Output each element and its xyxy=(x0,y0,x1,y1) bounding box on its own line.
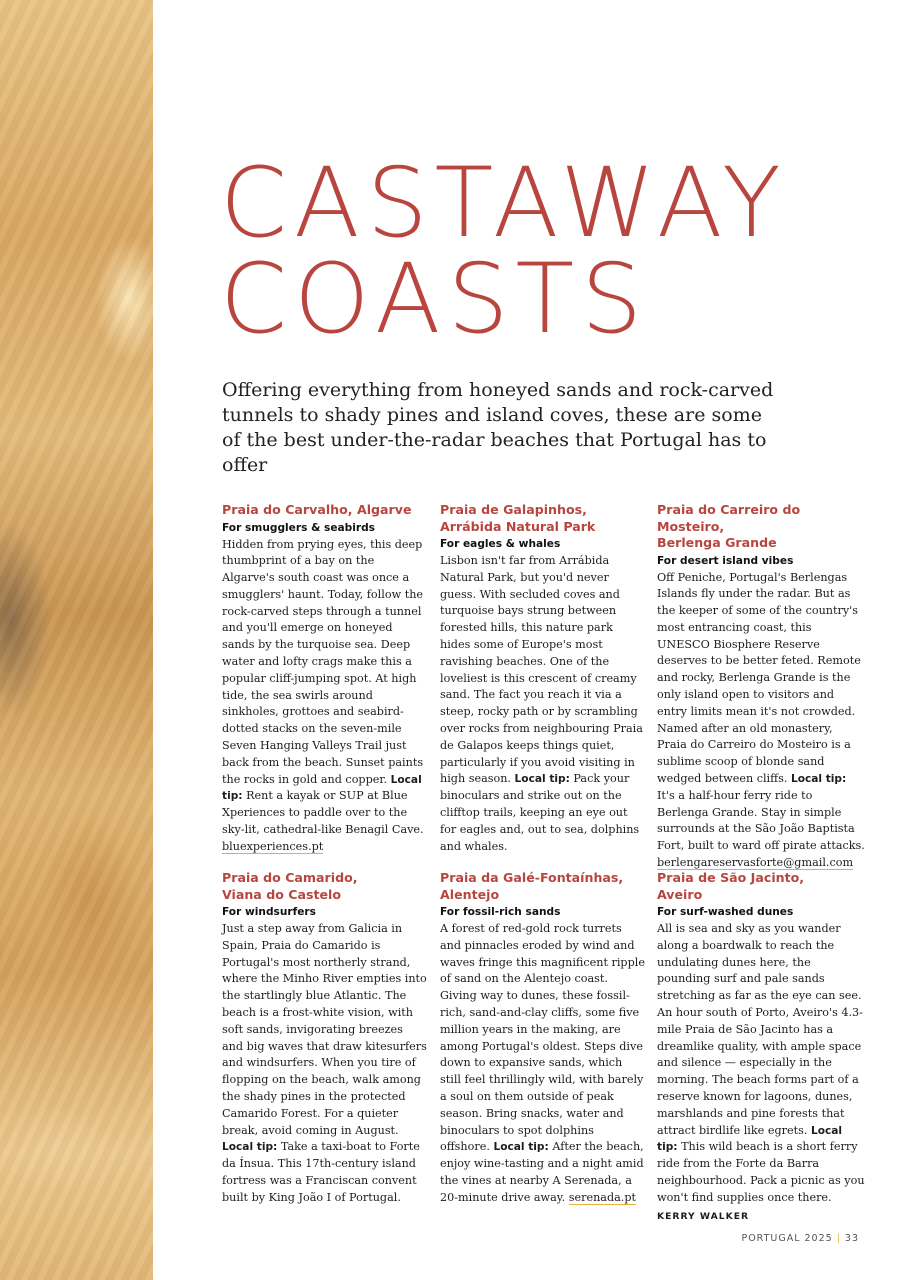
entry-body-text: Off Peniche, Portugal's Berlengas Islands fly under the radar. But as the keeper of some of the country's most entrancing coast, this UNESCO Biosphere Reserve deserves to be better feted. Remote and rocky, Berlenga Grande is the only island open to visitors and entry limits mean it's not crowded. Named after an old monastery, Praia do Carreiro do Mosteiro is a sublime scoop of blonde sand wedged between cliffs. xyxy=(657,570,861,786)
entry-heading-line: Arrábida Natural Park xyxy=(440,518,596,534)
author-byline: KERRY WALKER xyxy=(657,1210,750,1222)
entry-heading-line: Praia de Galapinhos, xyxy=(440,502,587,517)
local-tip-label: Local tip: xyxy=(790,773,847,786)
coastal-cliff-photo xyxy=(0,0,153,1280)
entry-praia-do-camarido xyxy=(222,870,427,1207)
entry-subheading: For smugglers & seabirds xyxy=(222,521,375,534)
entry-subheading: For surf-washed dunes xyxy=(657,906,794,918)
title-line-1: CASTAWAY xyxy=(220,147,788,259)
entry-body xyxy=(222,537,427,856)
page-title xyxy=(220,147,788,355)
entry-subheading: For windsurfers xyxy=(222,906,316,918)
entry-body xyxy=(440,553,645,855)
entry-body-text: All is sea and sky as you wander along a boardwalk to reach the undulating dunes here, the pounding surf and pale sands stretching as far as the eye can see. An hour south of Porto, Aveiro's 4.3-mile Praia de São Jacinto has a dreamlike quality, with ample space and silence — especially in the morning. The beach forms part of a reserve known for lagoons, dunes, marshlands and pine forests that attract birdlife like egrets. xyxy=(657,922,863,1137)
entry-praia-do-carreiro-do-mosteiro xyxy=(657,502,865,872)
entry-email-link[interactable]: berlengareservasforte@gmail.com xyxy=(657,856,854,870)
entry-heading-line: Praia do Camarido, xyxy=(222,870,358,885)
local-tip-text: Pack your binoculars and strike out on the clifftop trails, keeping an eye out for eagles and, out to sea, dolphins and whales. xyxy=(440,772,640,853)
entry-subheading: For fossil-rich sands xyxy=(440,906,561,918)
local-tip-label: Local tip: xyxy=(657,1124,843,1154)
title-line-2: COASTS xyxy=(220,243,650,355)
entry-heading xyxy=(440,870,645,903)
entry-body-text: A forest of red-gold rock turrets and pinnacles eroded by wind and waves fringe this magnificent ripple of sand on the Alentejo coast. Giving way to dunes, these fossil-rich, sand-and-clay cliffs, some five million years in the making, are among Portugal's oldest. Steps dive down to expansive sands, which still feel thrillingly wild, with barely a soul on them outside of peak season. Bring snacks, water and binoculars to spot dolphins offshore. xyxy=(440,922,645,1154)
local-tip-label: Local tip: xyxy=(514,773,570,786)
entry-heading-line: Aveiro xyxy=(657,886,703,902)
entry-praia-de-sao-jacinto xyxy=(657,870,865,1225)
entry-subheading: For eagles & whales xyxy=(440,538,561,550)
entry-heading-line: Praia do Carvalho, Algarve xyxy=(222,502,412,517)
entry-link[interactable]: bluexperiences.pt xyxy=(222,839,324,853)
intro-standfirst: Offering everything from honeyed sands and rock-carved tunnels to shady pines and island coves, these are some of the best under-the-radar beaches that Portugal has to offer xyxy=(222,379,774,476)
entry-heading-line: Viana do Castelo xyxy=(222,886,342,902)
entry-heading xyxy=(657,870,865,903)
entry-heading-line: Alentejo xyxy=(440,886,500,902)
entry-heading-line: Praia do Carreiro do Mosteiro, xyxy=(657,502,801,534)
page-folio xyxy=(741,1233,859,1244)
entry-link[interactable]: serenada.pt xyxy=(568,1190,637,1204)
entry-heading-line: Praia de São Jacinto, xyxy=(657,870,805,885)
entry-body-text: Lisbon isn't far from Arrábida Natural Park, but you'd never guess. With secluded coves and turquoise bays strung between forested hills, this nature park hides some of Europe's most ravishing beaches. One of the loveliest is this crescent of creamy sand. The fact you reach it via a steep, rocky path or by scrambling over rocks from neighbouring Praia de Galapos keeps things quiet, particularly if you avoid visiting in high season. xyxy=(440,554,643,786)
local-tip-text: Take a taxi-boat to Forte da Ínsua. This 17th-century island fortress was a Franciscan convent built by King João I of Portugal. xyxy=(222,1140,420,1204)
entry-heading xyxy=(657,502,865,552)
entry-praia-do-carvalho xyxy=(222,502,427,856)
page-number: 33 xyxy=(844,1233,859,1244)
entry-body-text: Just a step away from Galicia in Spain, Praia do Camarido is Portugal's most northerly strand, where the Minho River empties into the startlingly blue Atlantic. The beach is a frost-white vision, with soft sands, invigorating breezes and big waves that draw kitesurfers and windsurfers. When you tire of flopping on the beach, walk among the shady pines in the protected Camarido Forest. For a quieter break, avoid coming in August. xyxy=(222,922,427,1137)
entry-heading xyxy=(222,502,427,519)
local-tip-label: Local tip: xyxy=(222,1141,278,1154)
entry-body xyxy=(657,570,865,872)
entry-praia-da-gale-fontainhas xyxy=(440,870,645,1207)
entry-heading xyxy=(222,870,427,903)
entry-body xyxy=(657,921,865,1207)
local-tip-text: It's a half-hour ferry ride to Berlenga Grande. Stay in simple surrounds at the São João Baptista Fort, built to ward off pirate attacks. xyxy=(657,788,865,853)
entry-praia-de-galapinhos xyxy=(440,502,645,855)
folio-separator: | xyxy=(836,1233,841,1244)
entry-subheading: For desert island vibes xyxy=(657,554,794,567)
local-tip-text: Rent a kayak or SUP at Blue Xperiences to paddle over to the sky-lit, cathedral-like Benagil Cave. xyxy=(222,789,424,837)
local-tip-text: After the beach, enjoy wine-tasting and a night amid the vines at nearby A Serenada, a 20-minute drive away. xyxy=(440,1140,644,1204)
entry-heading-line: Berlenga Grande xyxy=(657,535,777,550)
local-tip-text: This wild beach is a short ferry ride from the Forte da Barra neighbourhood. Pack a picnic as you won't find supplies once there. xyxy=(657,1140,865,1204)
entry-body xyxy=(222,921,427,1207)
entry-heading-line: Praia da Galé-Fontaínhas, xyxy=(440,870,624,885)
entry-body-text: Hidden from prying eyes, this deep thumbprint of a bay on the Algarve's south coast was once a smugglers' haunt. Today, follow the rock-carved steps through a tunnel and you'll emerge on honeyed sands by the turquoise sea. Deep water and lofty crags make this a popular cliff-jumping spot. At high tide, the sea swirls around sinkholes, grottoes and seabird-dotted stacks on the seven-mile Seven Hanging Valleys Trail just back from the beach. Sunset paints the rocks in gold and copper. xyxy=(222,537,424,786)
folio-publication: PORTUGAL 2025 xyxy=(741,1233,833,1244)
entry-heading xyxy=(440,502,645,535)
local-tip-label: Local tip: xyxy=(222,773,422,803)
local-tip-label: Local tip: xyxy=(493,1141,549,1154)
entry-body xyxy=(440,921,645,1207)
